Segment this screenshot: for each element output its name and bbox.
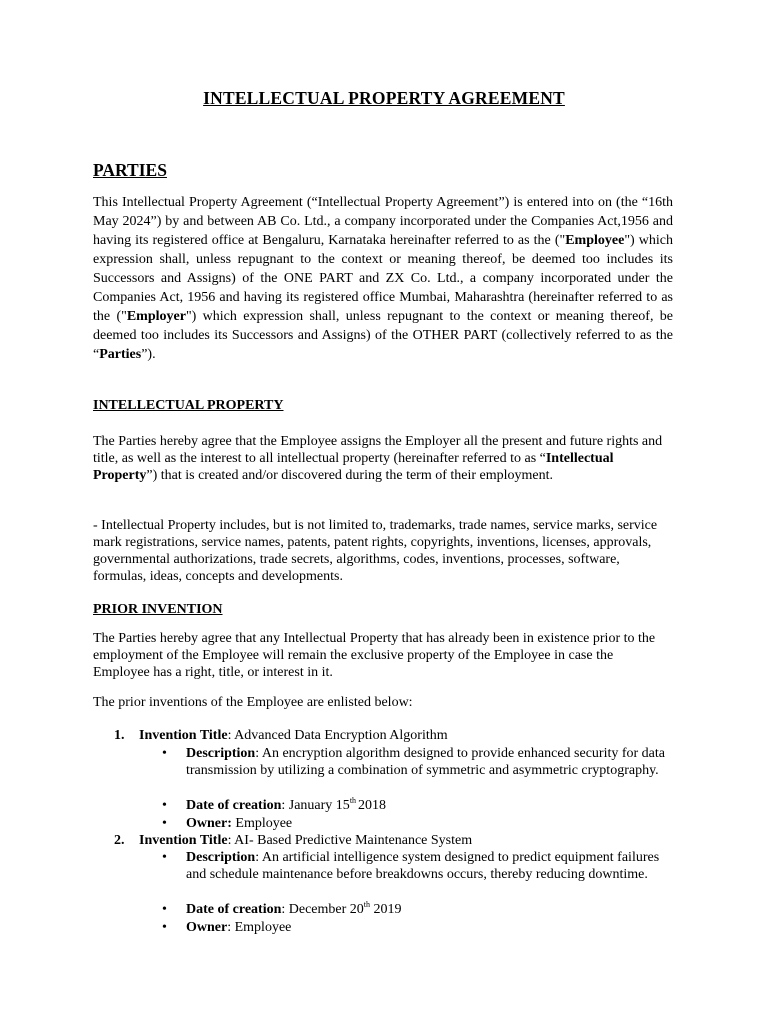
employer-term: Employer (126, 309, 186, 324)
item-number: 2. (114, 833, 125, 848)
parties-text-1: This Intellectual Property Agreement (“Intellectual Property Agreement”) is entered into on (the “16th May 2024”) by and between AB Co. Ltd., a company incorporated under the Companies Act,1956 and having its registered office at Bengaluru, Karnataka hereinafter referred to as the (" (93, 195, 673, 248)
invention-title (139, 832, 679, 849)
bullet-icon: • (162, 816, 167, 831)
description-label: Description (186, 746, 256, 761)
date-value: : December 20 (281, 902, 364, 917)
description-label: Description (186, 850, 256, 865)
parties-paragraph (93, 193, 673, 364)
date-value: : January 15 (281, 798, 350, 813)
description-value: : An encryption algorithm designed to provide enhanced security for data transmission by utilizing a combination of symmetric and asymmetric cryptography. (186, 746, 665, 778)
ip-paragraph-2: - Intellectual Property includes, but is not limited to, trademarks, trade names, service marks, service mark registrations, service names, patents, patent rights, copyrights, inventions, licenses, approvals, governmental authorizations, trade secrets, algorithms, codes, inventions, processes, software, formulas, ideas, concepts and developments. (93, 518, 658, 584)
invention-description (186, 745, 676, 779)
invention-title-value: : AI- Based Predictive Maintenance System (227, 833, 473, 848)
invention-title-label: Invention Title (139, 833, 228, 848)
owner-value: Employee (231, 816, 293, 831)
bullet-icon: • (162, 746, 167, 761)
bullet-icon: • (162, 850, 167, 865)
ip-text-1: The Parties hereby agree that the Employee assigns the Employer all the present and future rights and title, as well as the interest to all intellectual property (hereinafter referred to as “ (93, 434, 663, 466)
parties-text-4: ”). (141, 347, 156, 362)
parties-text-3: ") which expression shall, unless repugnant to the context or meaning thereof, be deemed too includes its Successors and Assigns) of the OTHER PART (collectively referred to as the “ (93, 309, 674, 362)
parties-heading: PARTIES (93, 160, 167, 180)
parties-term: Parties (99, 347, 142, 362)
ip-paragraph-1 (93, 433, 673, 484)
invention-date (186, 797, 676, 814)
ip-text-2: ”) that is created and/or discovered during the term of their employment. (146, 468, 554, 483)
date-year: 2019 (370, 902, 402, 917)
invention-title-label: Invention Title (139, 728, 228, 743)
item-number: 1. (114, 728, 125, 743)
bullet-icon: • (162, 902, 167, 917)
ip-term: Intellectual Property (93, 451, 614, 483)
ip-heading: INTELLECTUAL PROPERTY (93, 398, 284, 413)
employee-term: Employee (565, 233, 625, 248)
date-year: 2018 (358, 798, 387, 813)
owner-label: Owner: (186, 816, 232, 831)
invention-description (186, 849, 676, 883)
invention-date (186, 901, 676, 918)
owner-label: Owner (186, 920, 228, 935)
date-label: Date of creation (186, 902, 282, 917)
bullet-icon: • (162, 798, 167, 813)
invention-title (139, 727, 679, 744)
prior-invention-heading: PRIOR INVENTION (93, 602, 223, 617)
owner-value: : Employee (227, 920, 292, 935)
document-title: INTELLECTUAL PROPERTY AGREEMENT (203, 88, 565, 108)
invention-owner (186, 919, 676, 936)
date-ordinal: th (349, 796, 359, 805)
parties-text-2: ") which expression shall, unless repugnant to the context or meaning thereof, be deemed too includes its Successors and Assigns) of the ONE PART and ZX Co. Ltd., a company incorporated under the Companies Act, 1956 and having its registered office Mumbai, Maharashtra (hereinafter referred to as the (" (93, 233, 673, 324)
bullet-icon: • (162, 920, 167, 935)
description-value: : An artificial intelligence system designed to predict equipment failures and schedule maintenance before breakdowns occurs, thereby reducing downtime. (186, 850, 660, 882)
invention-owner (186, 815, 676, 832)
date-ordinal: th (363, 900, 371, 909)
invention-title-value: : Advanced Data Encryption Algorithm (227, 728, 448, 743)
prior-paragraph-1: The Parties hereby agree that any Intellectual Property that has already been in existence prior to the employment of the Employee will remain the exclusive property of the Employee in case the Employee has a right, title, or interest in it. (93, 631, 656, 680)
prior-paragraph-2: The prior inventions of the Employee are enlisted below: (93, 695, 413, 710)
date-label: Date of creation (186, 798, 282, 813)
